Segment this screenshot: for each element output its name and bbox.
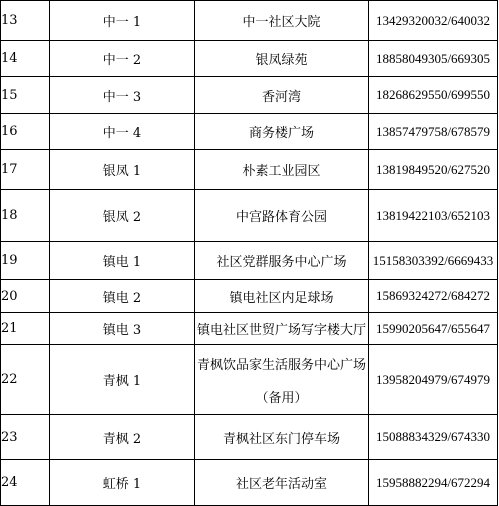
row-number: 16 — [1, 114, 50, 150]
site-location-cell — [195, 345, 369, 415]
site-code: 虹桥 1 — [50, 460, 195, 506]
table-row — [1, 415, 498, 460]
contact-phone: 15869324272/684272 — [369, 280, 498, 313]
contact-phone: 15088834329/674330 — [369, 415, 498, 460]
table-row — [1, 1, 498, 41]
site-code: 青枫 1 — [50, 345, 195, 415]
contact-phone: 15990205647/655647 — [369, 313, 498, 345]
site-code: 镇电 3 — [50, 313, 195, 345]
site-code: 银凤 2 — [50, 190, 195, 242]
row-number: 22 — [1, 345, 50, 415]
contact-phone: 13429320032/640032 — [369, 1, 498, 41]
contact-phone: 13857479758/678579 — [369, 114, 498, 150]
row-number: 13 — [1, 1, 50, 41]
site-location: 镇电社区内足球场 — [195, 280, 369, 313]
contact-phone: 13819422103/652103 — [369, 190, 498, 242]
contact-phone: 13819849520/627520 — [369, 150, 498, 190]
site-code: 中一 4 — [50, 114, 195, 150]
row-number: 24 — [1, 460, 50, 506]
site-code: 镇电 1 — [50, 242, 195, 280]
site-code: 中一 1 — [50, 1, 195, 41]
row-number: 21 — [1, 313, 50, 345]
contact-phone: 15958882294/672294 — [369, 460, 498, 506]
site-location: 香河湾 — [195, 77, 369, 114]
site-location: 中一社区大院 — [195, 1, 369, 41]
contact-phone: 18858049305/669305 — [369, 41, 498, 77]
site-location: 银凤绿苑 — [195, 41, 369, 77]
site-location: 商务楼广场 — [195, 114, 369, 150]
row-number: 15 — [1, 77, 50, 114]
row-number: 18 — [1, 190, 50, 242]
table-row — [1, 150, 498, 190]
site-code: 镇电 2 — [50, 280, 195, 313]
table-row — [1, 190, 498, 242]
site-location: 社区老年活动室 — [195, 460, 369, 506]
table-row — [1, 114, 498, 150]
table-body — [1, 1, 498, 506]
site-location: 朴素工业园区 — [195, 150, 369, 190]
site-location: 中宫路体育公园 — [195, 190, 369, 242]
site-code: 青枫 2 — [50, 415, 195, 460]
site-location-note: （备用） — [255, 390, 308, 406]
table-row — [1, 313, 498, 345]
row-number: 14 — [1, 41, 50, 77]
contact-phone: 18268629550/699550 — [369, 77, 498, 114]
site-location: 青枫饮品家生活服务中心广场 — [196, 357, 366, 373]
table-row — [1, 460, 498, 506]
site-location: 青枫社区东门停车场 — [195, 415, 369, 460]
contact-phone: 13958204979/674979 — [369, 345, 498, 415]
site-code: 中一 3 — [50, 77, 195, 114]
row-number: 23 — [1, 415, 50, 460]
row-number: 17 — [1, 150, 50, 190]
table-row — [1, 77, 498, 114]
contact-phone: 15158303392/6669433 — [369, 242, 498, 280]
row-number: 19 — [1, 242, 50, 280]
table-row — [1, 280, 498, 313]
table-row — [1, 41, 498, 77]
site-code: 银凤 1 — [50, 150, 195, 190]
site-location: 社区党群服务中心广场 — [195, 242, 369, 280]
table-row — [1, 242, 498, 280]
row-number: 20 — [1, 280, 50, 313]
site-location: 镇电社区世贸广场写字楼大厅 — [195, 313, 369, 345]
table-row — [1, 345, 498, 415]
site-code: 中一 2 — [50, 41, 195, 77]
